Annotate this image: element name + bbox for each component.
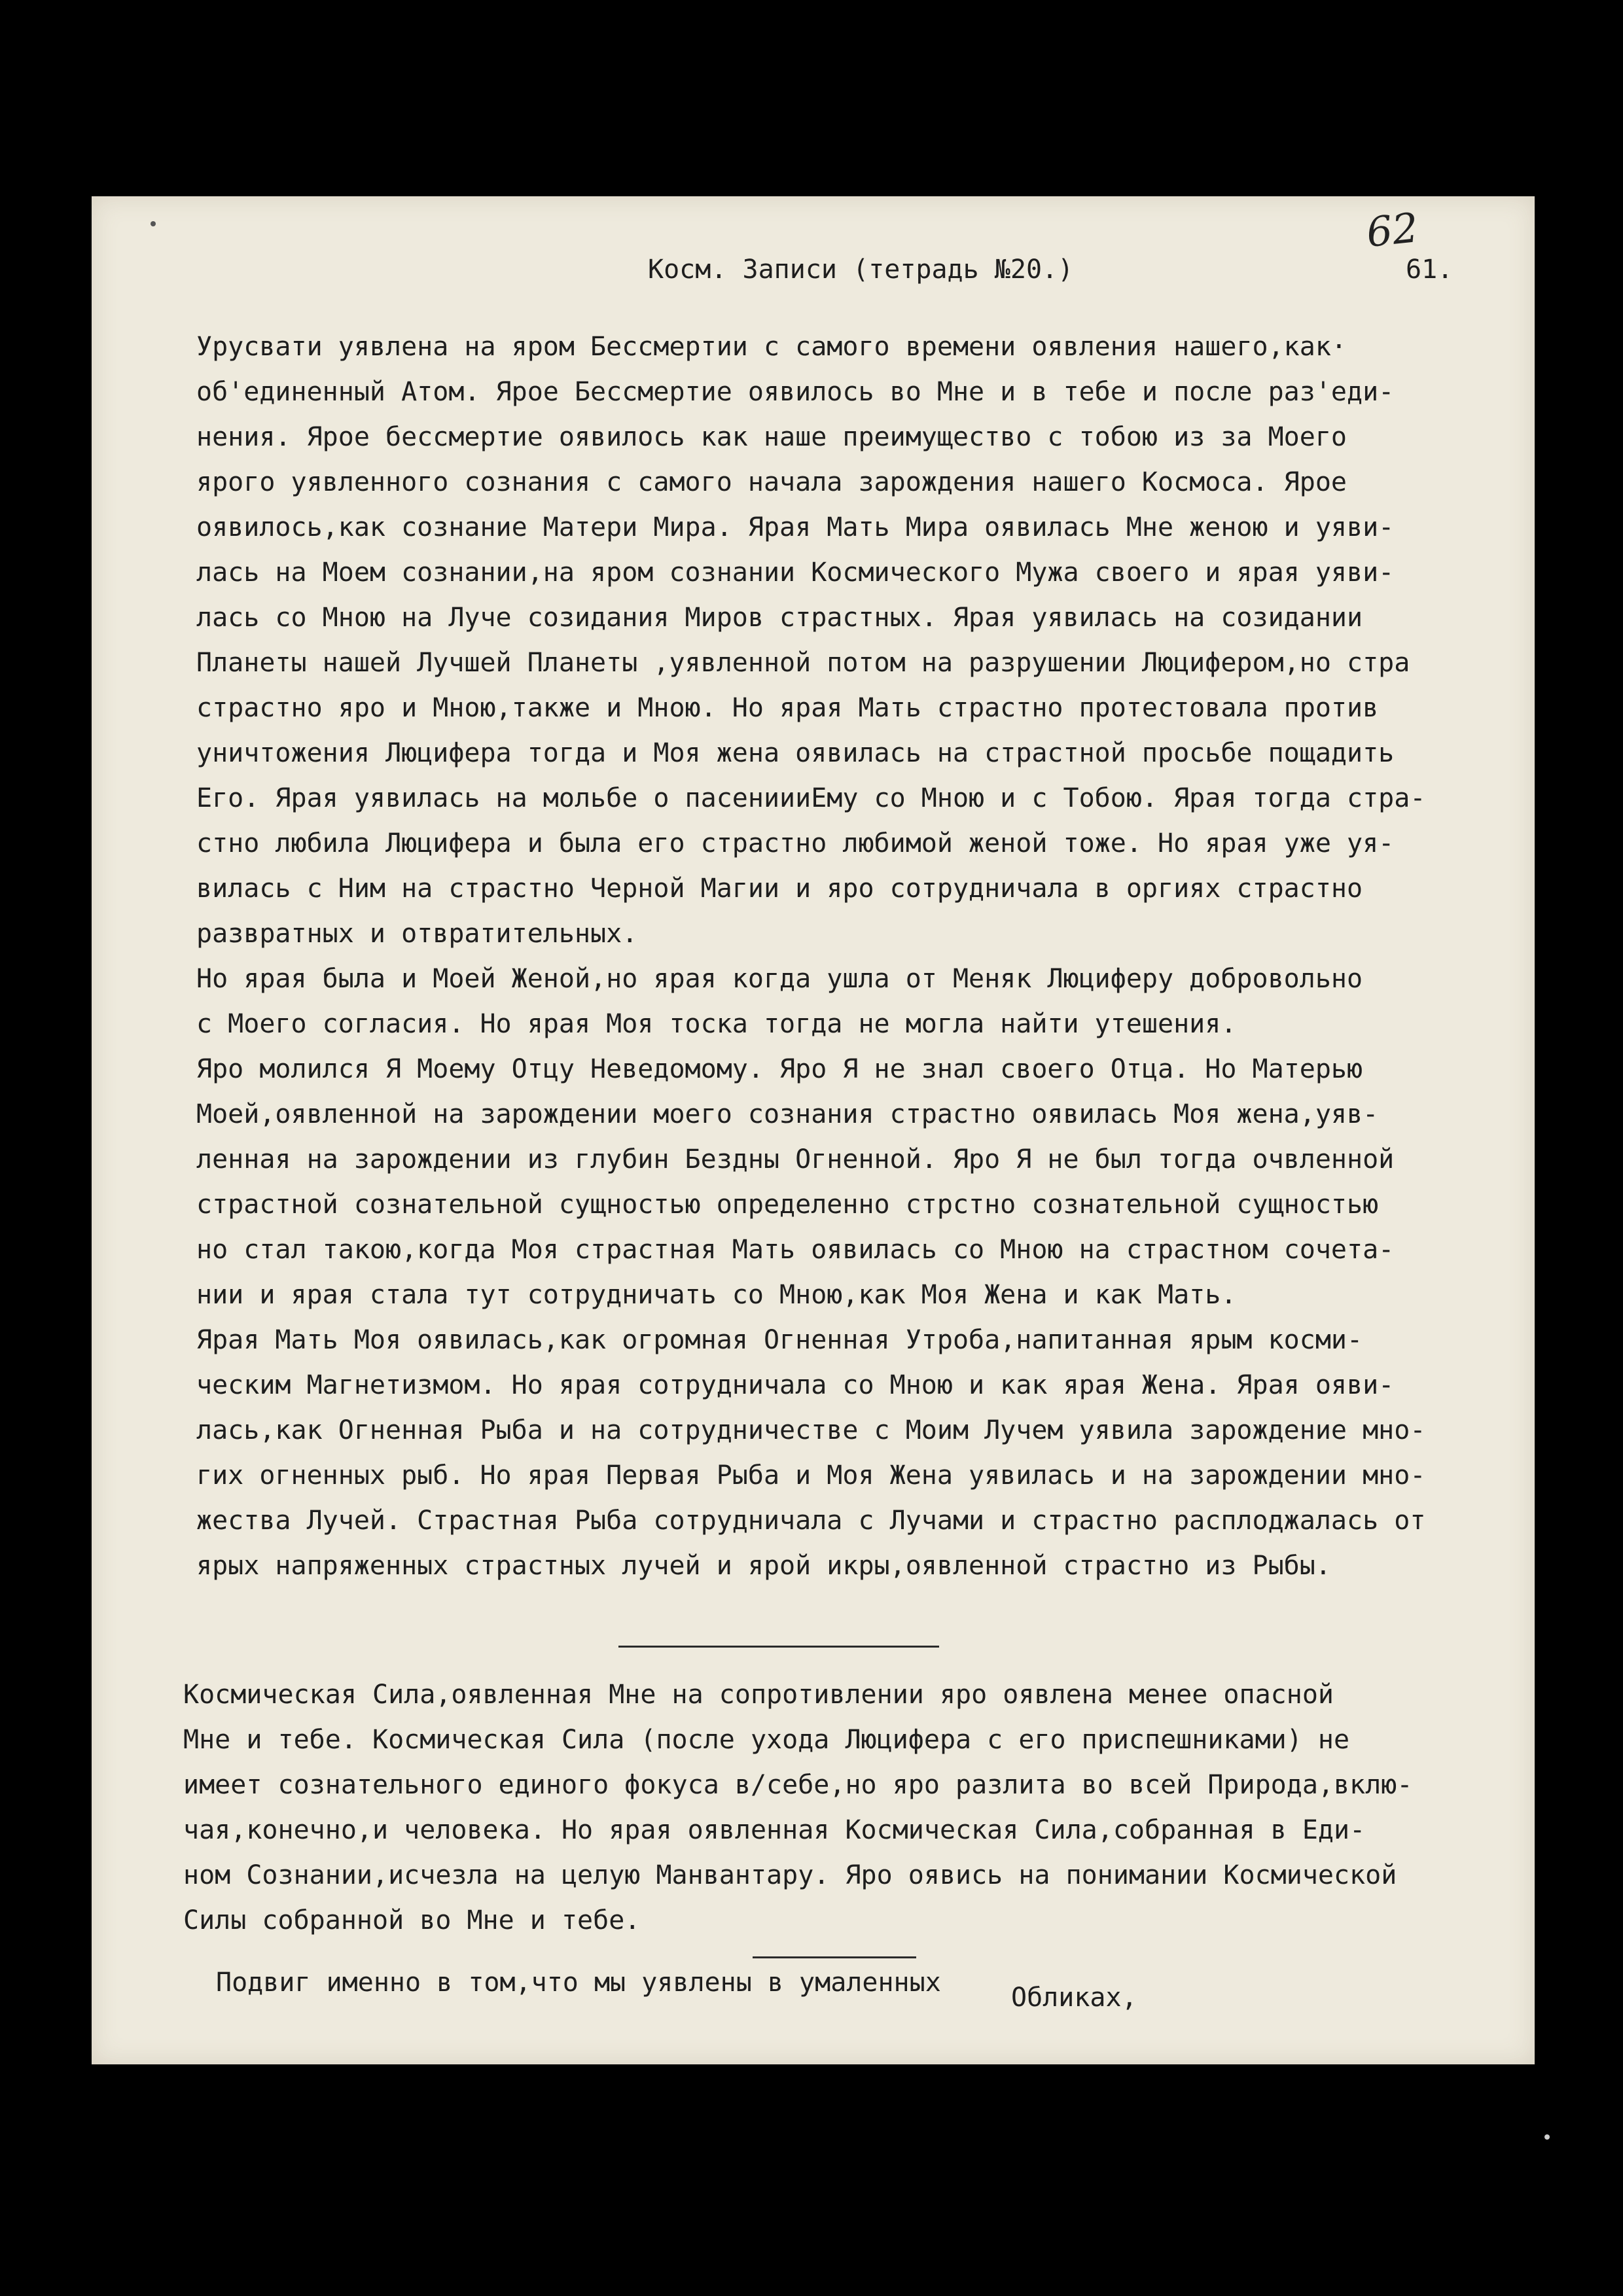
text-line: об'единенный Атом. Ярое Бессмертие оявилось во Мне и в тебе и после раз'еди-	[196, 377, 1395, 407]
text-line: Силы собранной во Мне и тебе.	[183, 1905, 641, 1935]
text-line: жества Лучей. Страстная Рыба сотрудничала с Лучами и страстно расплоджалась от	[196, 1506, 1426, 1536]
text-line: страстно яро и Мною,также и Мною. Но ярая Мать страстно протестовала против	[196, 693, 1379, 723]
dust-speck	[151, 221, 156, 226]
text-line: ярых напряженных страстных лучей и ярой икры,оявленной страстно из Рыбы.	[196, 1551, 1331, 1581]
text-line: чая,конечно,и человека. Но ярая оявленная Космическая Сила,собранная в Еди-	[183, 1815, 1366, 1845]
text-line: имеет сознательного единого фокуса в/себе,но яро разлита во всей Природа,вклю-	[183, 1770, 1413, 1800]
handwritten-page-number: 62	[1364, 203, 1421, 256]
text-line: лась со Мною на Луче созидания Миров страстных. Ярая уявилась на созидании	[196, 603, 1363, 633]
text-line: Урусвати уявлена на яром Бессмертии с самого времени оявления нашего,как·	[196, 332, 1347, 362]
text-line: страстной сознательной сущностью определенно стрстно сознательной сущностью	[196, 1190, 1379, 1220]
text-line: Космическая Сила,оявленная Мне на сопротивлении яро оявлена менее опасной	[183, 1680, 1334, 1710]
text-line: ярого уявленного сознания с самого начала зарождения нашего Космоса. Ярое	[196, 467, 1347, 497]
text-line: ном Сознании,исчезла на целую Манвантару. Яро оявись на понимании Космической	[183, 1860, 1397, 1890]
text-line: с Моего согласия. Но ярая Моя тоска тогда не могла найти утешения.	[196, 1009, 1237, 1039]
text-line: Мне и тебе. Космическая Сила (после ухода Люцифера с его приспешниками) не	[183, 1725, 1350, 1755]
text-line: нения. Ярое бессмертие оявилось как наше преимущество с тобою из за Моего	[196, 422, 1347, 452]
final-line: Подвиг именно в том,что мы уявлены в умаленных	[216, 1968, 941, 1998]
text-line: Но ярая была и Моей Женой,но ярая когда ушла от Меняк Люциферу добровольно	[196, 964, 1363, 994]
section-divider-short	[753, 1956, 916, 1958]
text-line: Ярая Мать Моя оявилась,как огромная Огненная Утроба,напитанная ярым косми-	[196, 1325, 1363, 1355]
text-line: стно любила Люцифера и была его страстно любимой женой тоже. Но ярая уже уя-	[196, 828, 1395, 858]
page-title: Косм. Записи (тетрадь №20.)	[648, 255, 1074, 285]
text-line: Его. Ярая уявилась на мольбе о пасениииЕму со Мною и с Тобою. Ярая тогда стра-	[196, 783, 1426, 813]
text-line: ческим Магнетизмом. Но ярая сотрудничала со Мною и как ярая Жена. Ярая ояви-	[196, 1370, 1395, 1400]
text-line: развратных и отвратительных.	[196, 919, 638, 949]
dust-speck	[1544, 2134, 1550, 2140]
text-line: ленная на зарождении из глубин Бездны Огненной. Яро Я не был тогда очвленной	[196, 1144, 1395, 1174]
text-line: уничтожения Люцифера тогда и Моя жена оявилась на страстной просьбе пощадить	[196, 738, 1395, 768]
text-line: нии и ярая стала тут сотрудничать со Мною,как Моя Жена и как Мать.	[196, 1280, 1237, 1310]
final-line-continuation: Обликах,	[1011, 1983, 1137, 2013]
text-line: гих огненных рыб. Но ярая Первая Рыба и Моя Жена уявилась и на зарождении мно-	[196, 1460, 1426, 1491]
text-line: лась,как Огненная Рыба и на сотрудничестве с Моим Лучем уявила зарождение мно-	[196, 1415, 1426, 1445]
page-number: 61.	[1406, 255, 1454, 285]
text-line: вилась с Ним на страстно Черной Магии и яро сотрудничала в оргиях стрaстно	[196, 874, 1363, 904]
text-line: Моей,оявленной на зарождении моего сознания страстно оявилась Моя жена,уяв-	[196, 1099, 1379, 1129]
text-line: оявилось,как сознание Матери Мира. Ярая Мать Мира оявилась Мне женою и уяви-	[196, 512, 1395, 542]
text-line: Планеты нашей Лучшей Планеты ,уявленной потом на разрушении Люцифером,но стра	[196, 648, 1410, 678]
text-line: но стал такою,когда Моя страстная Мать оявилась со Мною на страстном сочета-	[196, 1235, 1395, 1265]
section-divider	[618, 1646, 939, 1648]
text-line: Яро молился Я Моему Отцу Неведомому. Яро Я не знал своего Отца. Но Матерью	[196, 1054, 1363, 1084]
text-line: лась на Моем сознании,на яром сознании Космического Мужа своего и ярая уяви-	[196, 557, 1395, 588]
